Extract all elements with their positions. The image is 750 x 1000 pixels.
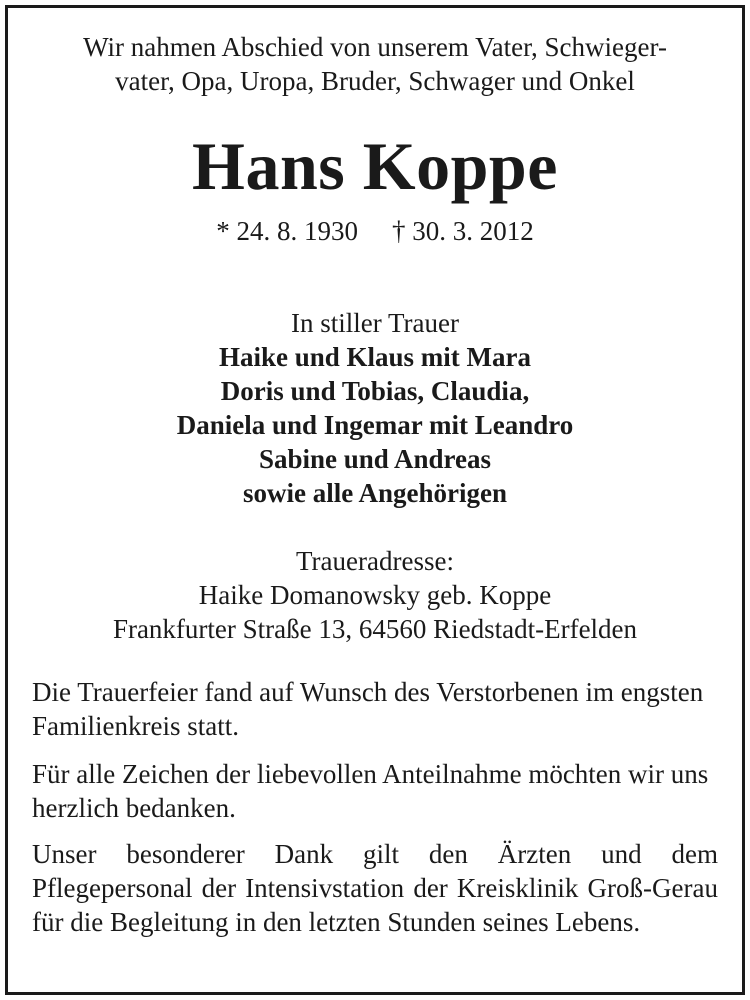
mourner-line: Daniela und Ingemar mit Leandro bbox=[176, 410, 574, 440]
intro-line-2: vater, Opa, Uropa, Bruder, Schwager und Onkel bbox=[115, 66, 635, 96]
thanks-paragraph: Für alle Zeichen der liebevollen Anteilnahme möchten wir uns herzlich bedanken. bbox=[32, 759, 709, 823]
address-label: Traueradresse: bbox=[296, 546, 454, 576]
address-name: Haike Domanowsky geb. Koppe bbox=[198, 580, 552, 610]
address-street: Frankfurter Straße 13, 64560 Riedstadt-Erfelden bbox=[112, 614, 638, 644]
mourner-line: sowie alle Angehörigen bbox=[243, 478, 507, 508]
death-date: † 30. 3. 2012 bbox=[392, 216, 534, 246]
special-thanks-paragraph: Unser besonderer Dank gilt den Ärzten und dem Pflegepersonal der Intensivstation der Kreisklinik Groß-Gerau für die Begleitung in den letzten Stunden seines Lebens. bbox=[32, 839, 718, 937]
mourner-line: Haike und Klaus mit Mara bbox=[218, 342, 532, 372]
ceremony-paragraph: Die Trauerfeier fand auf Wunsch des Verstorbenen im engsten Familienkreis statt. bbox=[32, 677, 704, 741]
intro-text bbox=[30, 30, 720, 98]
mourning-lead: In stiller Trauer bbox=[291, 308, 459, 338]
intro-line-1: Wir nahmen Abschied von unserem Vater, Schwieger- bbox=[83, 32, 667, 62]
mourner-line: Doris und Tobias, Claudia, bbox=[220, 376, 530, 406]
deceased-name: Hans Koppe bbox=[192, 128, 558, 204]
life-dates bbox=[30, 214, 720, 248]
mourning-address bbox=[30, 544, 720, 646]
obituary-notice bbox=[5, 5, 745, 995]
mourner-line: Sabine und Andreas bbox=[258, 444, 492, 474]
birth-date: * 24. 8. 1930 bbox=[216, 216, 358, 246]
mourners-block bbox=[30, 306, 720, 510]
